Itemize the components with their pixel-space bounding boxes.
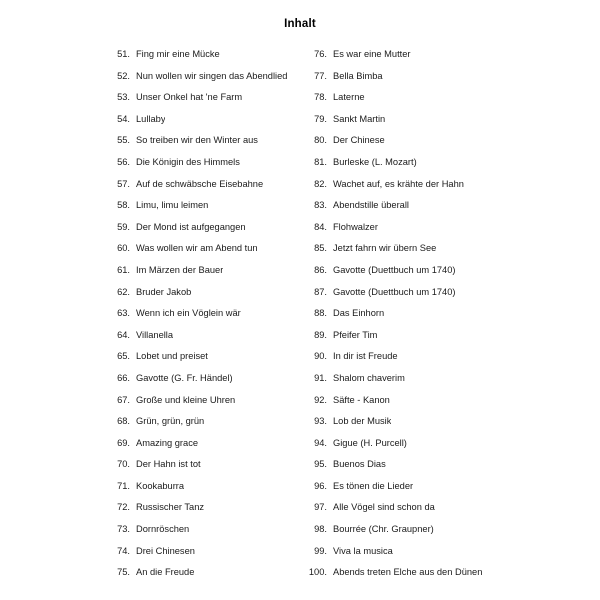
entry-number: 54. <box>117 113 130 124</box>
list-item[interactable] <box>112 264 304 286</box>
entry-number: 90. <box>314 351 327 362</box>
entry-number: 78. <box>314 92 327 103</box>
entry-title: Jetzt fahrn wir übern See <box>333 243 437 254</box>
entry-title: Bruder Jakob <box>136 286 192 297</box>
entry-title: Lobet und preiset <box>136 351 208 362</box>
entry-number: 60. <box>117 243 130 254</box>
list-item[interactable] <box>112 415 304 437</box>
entry-title: An die Freude <box>136 567 195 578</box>
toc-column-left <box>112 48 304 588</box>
entry-number: 64. <box>117 329 130 340</box>
entry-title: Russischer Tanz <box>136 502 205 513</box>
entry-number: 56. <box>117 156 130 167</box>
list-item[interactable] <box>112 501 304 523</box>
entry-number: 98. <box>314 524 327 535</box>
entry-number: 89. <box>314 329 327 340</box>
list-item[interactable] <box>112 242 304 264</box>
list-item[interactable] <box>304 221 584 243</box>
list-item[interactable] <box>112 350 304 372</box>
entry-title: Der Hahn ist tot <box>136 459 201 470</box>
entry-title: Bourrée (Chr. Graupner) <box>333 524 434 535</box>
entry-number: 71. <box>117 480 130 491</box>
entry-number: 58. <box>117 200 130 211</box>
entry-number: 79. <box>314 113 327 124</box>
entry-title: Große und kleine Uhren <box>136 394 236 405</box>
entry-number: 88. <box>314 308 327 319</box>
entry-number: 93. <box>314 416 327 427</box>
list-item[interactable] <box>112 70 304 92</box>
entry-title: Amazing grace <box>136 437 199 448</box>
list-item[interactable] <box>304 264 584 286</box>
list-item[interactable] <box>112 480 304 502</box>
entry-number: 92. <box>314 394 327 405</box>
list-item[interactable] <box>304 113 584 135</box>
list-item[interactable] <box>304 350 584 372</box>
entry-number: 83. <box>314 200 327 211</box>
entry-title: Wachet auf, es krähte der Hahn <box>333 178 464 189</box>
entry-title: Grün, grün, grün <box>136 416 205 427</box>
list-item[interactable] <box>304 242 584 264</box>
entry-number: 51. <box>117 49 130 59</box>
list-item[interactable] <box>112 286 304 308</box>
entry-number: 53. <box>117 92 130 103</box>
entry-title: Drei Chinesen <box>136 545 195 556</box>
page-title: Inhalt <box>284 18 316 30</box>
entry-title: Der Mond ist aufgegangen <box>136 221 246 232</box>
list-item[interactable] <box>304 178 584 200</box>
list-item[interactable] <box>304 48 584 70</box>
entry-title: Das Einhorn <box>333 308 385 319</box>
list-item[interactable] <box>304 199 584 221</box>
entry-number: 52. <box>117 70 130 81</box>
list-item[interactable] <box>112 113 304 135</box>
entry-title: Pfeifer Tim <box>333 329 378 340</box>
entry-number: 68. <box>117 416 130 427</box>
entry-title: Bella Bimba <box>333 70 383 81</box>
list-item[interactable] <box>304 91 584 113</box>
entry-title: Die Königin des Himmels <box>136 156 240 167</box>
entry-title: Auf de schwäbsche Eisebahne <box>136 178 264 189</box>
list-item[interactable] <box>304 545 584 567</box>
list-item[interactable] <box>304 307 584 329</box>
list-item[interactable] <box>112 545 304 567</box>
entry-number: 72. <box>117 502 130 513</box>
entry-number: 97. <box>314 502 327 513</box>
list-item[interactable] <box>304 415 584 437</box>
entry-number: 91. <box>314 372 327 383</box>
entry-title: Unser Onkel hat 'ne Farm <box>136 92 243 103</box>
list-item[interactable] <box>112 91 304 113</box>
entry-number: 85. <box>314 243 327 254</box>
entry-title: Es tönen die Lieder <box>333 480 414 491</box>
entry-number: 84. <box>314 221 327 232</box>
list-item[interactable] <box>112 372 304 394</box>
entry-number: 80. <box>314 135 327 146</box>
entry-title: Burleske (L. Mozart) <box>333 156 417 167</box>
entry-number: 63. <box>117 308 130 319</box>
list-item[interactable] <box>304 70 584 92</box>
entry-number: 94. <box>314 437 327 448</box>
entry-title: Lullaby <box>136 113 166 124</box>
list-item[interactable] <box>304 458 584 480</box>
entry-title: Gavotte (G. Fr. Händel) <box>136 372 233 383</box>
entry-title: Laterne <box>333 92 365 103</box>
entry-title: Flohwalzer <box>333 221 378 232</box>
entry-number: 82. <box>314 178 327 189</box>
list-item[interactable] <box>112 523 304 545</box>
entry-title: Im Märzen der Bauer <box>136 264 224 275</box>
entry-number: 100. <box>308 567 327 578</box>
entry-number: 75. <box>117 567 130 578</box>
entry-number: 87. <box>314 286 327 297</box>
list-item[interactable] <box>112 156 304 178</box>
list-item[interactable] <box>112 394 304 416</box>
list-item[interactable] <box>304 566 584 588</box>
entry-number: 61. <box>117 264 130 275</box>
list-item[interactable] <box>304 501 584 523</box>
list-item[interactable] <box>112 307 304 329</box>
table-of-contents <box>0 48 600 588</box>
list-item[interactable] <box>304 156 584 178</box>
entry-title: Was wollen wir am Abend tun <box>136 243 258 254</box>
entry-title: Abendstille überall <box>333 200 409 211</box>
toc-column-right <box>304 48 584 588</box>
entry-number: 55. <box>117 135 130 146</box>
list-item[interactable] <box>112 566 304 588</box>
list-item[interactable] <box>112 329 304 351</box>
entry-title: Buenos Dias <box>333 459 386 470</box>
entry-title: Shalom chaverim <box>333 372 405 383</box>
entry-number: 65. <box>117 351 130 362</box>
list-item[interactable] <box>112 458 304 480</box>
entry-number: 74. <box>117 545 130 556</box>
entry-title: Gavotte (Duettbuch um 1740) <box>333 286 456 297</box>
entry-title: Villanella <box>136 329 174 340</box>
entry-number: 86. <box>314 264 327 275</box>
entry-title: Der Chinese <box>333 135 385 146</box>
entry-title: Gavotte (Duettbuch um 1740) <box>333 264 456 275</box>
entry-number: 62. <box>117 286 130 297</box>
entry-title: Viva la musica <box>333 545 393 556</box>
list-item[interactable] <box>112 134 304 156</box>
entry-number: 69. <box>117 437 130 448</box>
list-item[interactable] <box>304 523 584 545</box>
entry-title: Nun wollen wir singen das Abendlied <box>136 70 288 81</box>
entry-title: Limu, limu leimen <box>136 200 209 211</box>
entry-title: Säfte - Kanon <box>333 394 390 405</box>
entry-title: Abends treten Elche aus den Dünen <box>333 567 483 578</box>
entry-title: Alle Vögel sind schon da <box>333 502 435 513</box>
list-item[interactable] <box>304 480 584 502</box>
list-item[interactable] <box>112 178 304 200</box>
entry-number: 57. <box>117 178 130 189</box>
entry-number: 70. <box>117 459 130 470</box>
entry-number: 67. <box>117 394 130 405</box>
entry-title: Es war eine Mutter <box>333 49 411 59</box>
entry-number: 76. <box>314 49 327 59</box>
list-item[interactable] <box>304 394 584 416</box>
entry-title: Lob der Musik <box>333 416 392 427</box>
list-item[interactable] <box>304 437 584 459</box>
entry-title: So treiben wir den Winter aus <box>136 135 258 146</box>
entry-title: In dir ist Freude <box>333 351 398 362</box>
entry-number: 59. <box>117 221 130 232</box>
entry-title: Fing mir eine Mücke <box>136 49 220 59</box>
entry-title: Gigue (H. Purcell) <box>333 437 407 448</box>
list-item[interactable] <box>112 221 304 243</box>
list-item[interactable] <box>304 134 584 156</box>
list-item[interactable] <box>112 437 304 459</box>
entry-number: 81. <box>314 156 327 167</box>
list-item[interactable] <box>112 48 304 70</box>
entry-number: 66. <box>117 372 130 383</box>
entry-number: 95. <box>314 459 327 470</box>
entry-title: Wenn ich ein Vöglein wär <box>136 308 241 319</box>
list-item[interactable] <box>304 372 584 394</box>
entry-number: 77. <box>314 70 327 81</box>
entry-number: 99. <box>314 545 327 556</box>
list-item[interactable] <box>304 286 584 308</box>
entry-title: Dornröschen <box>136 524 190 535</box>
entry-title: Sankt Martin <box>333 113 386 124</box>
entry-number: 73. <box>117 524 130 535</box>
entry-title: Kookaburra <box>136 480 185 491</box>
list-item[interactable] <box>112 199 304 221</box>
list-item[interactable] <box>304 329 584 351</box>
entry-number: 96. <box>314 480 327 491</box>
